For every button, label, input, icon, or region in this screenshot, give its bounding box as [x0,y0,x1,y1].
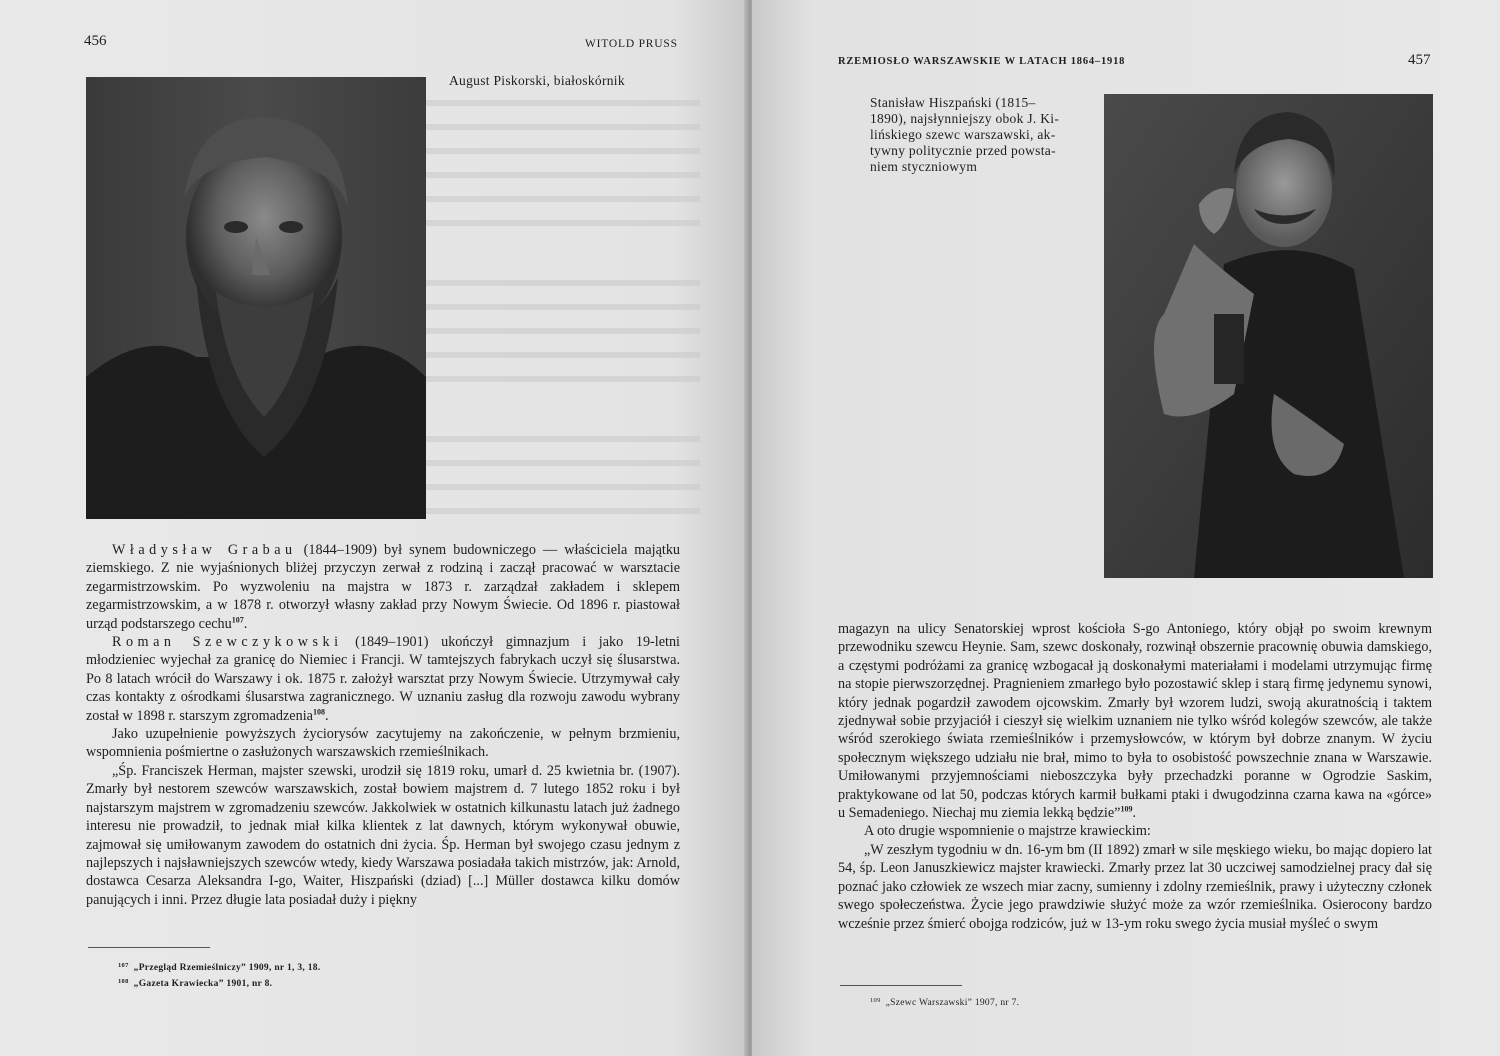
footnote-mark: 108 [118,978,129,985]
portrait-photo-piskorski [86,77,426,519]
paragraph-grabau [86,541,680,633]
footnote-text: „Szewc Warszawski” 1907, nr 7. [885,998,1020,1008]
paragraph-herman: „Śp. Franciszek Herman, majster szewski, urodził się 1819 roku, umarł d. 25 kwietnia br. (1907). Zmarły był nestorem szewców warszawskich, został bowiem majstrem d. 7 lutego 1852 roku i był najstarszym majstrem w zgromadzeniu szewców. Jakkolwiek w ostatnich kilkunastu latach już żadnego interesu nie prowadził, to jednak miał kilka klientek z lat dawnych, którym wykonywał obuwie, zajmował się umiłowanym zawodem do ostatnich dni życia. Śp. Herman był swojego czasu jednym z najlepszych i najsławniejszych szewców wtedy, kiedy Warszawa posiadała takich mistrzów, jak: Arnold, dostawca Cesarza Aleksandra I-go, Waiter, Hiszpański (dziad) [...] Müller dostawca kilku domów panujących i inni. Przez długie lata posiadał duży i piękny [86,762,680,908]
footnote-mark: 107 [118,962,129,969]
footnotes-left [118,959,321,991]
right-page [752,0,1500,1056]
caption-line: tywny politycznie przed powsta- [870,143,1056,158]
footnote-rule-left [88,947,210,948]
footnote-107 [118,959,321,975]
name-grabau: Władysław Grabau [112,542,297,558]
footnote-ref: 108 [312,706,325,716]
footnote-text: „Gazeta Krawiecka” 1901, nr 8. [133,979,273,989]
paragraph-end: . [243,615,248,632]
paragraph-text: (1844–1909) był synem budowniczego — właściciela majątku ziemskiego. Z nie wyjaśnionych bliżej przyczyn zerwał z rodziną i zaczął pracować w warsztacie zegarmistrzowskim. Po wyzwoleniu na majstra w 1873 r. zarządzał zakładem i sklepem zegarmistrzowskim, a w 1878 r. otworzył własny zakład przy Nowym Świecie. Od 1896 r. piastował urząd podstarszego cechu [86,542,681,632]
footnote-ref: 107 [231,614,244,624]
paragraph-herman-continued [838,620,1432,822]
paragraph-januszkiewicz: „W zeszłym tygodniu w dn. 16-ym bm (II 1892) zmarł w sile męskiego wieku, bo mając dopiero lat 54, śp. Leon Januszkiewicz majster krawiecki. Zmarły przez lat 30 uczciwej samodzielnej pracy dał się poznać jako człowiek ze wszech miar zacny, sumienny i zdolny rzemieślnik, prawy i użyteczny członek swego społeczeństwa. Życie jego prawdziwie służyć może za wzór rzemieślnika. Osierocony bardzo wcześnie przez śmierć obojga rodziców, już w 13-ym roku swego życia musiał myśleć o swym [838,841,1432,932]
caption-line: 1890), najsłynniejszy obok J. Ki- [870,111,1060,126]
portrait-image [1104,94,1433,578]
show-through-lines [380,40,740,540]
caption-line: Stanisław Hiszpański (1815– [870,95,1036,110]
footnote-108 [118,975,321,991]
photo-caption-hiszpanski [870,95,1090,175]
paragraph-text: magazyn na ulicy Senatorskiej wprost kościoła S-go Antoniego, który objął po swoim krewnym przewodniku szewcu Heynie. Sam, szewc doskonały, rozwinął obszernie pracownię obuwia damskiego, a częstymi podróżami za granicę wzbogacał ją doskonałymi materiałami i modelami utrzymując firmę na stopie pierwszorzędnej. Pragnieniem zmarłego było pozostawić sklep i starą firmę jedynemu synowi, który jednak pogardził zawodem ojcowskim. Zmarły był wzorem ludzi, swoją akuratnością i taktem zjednywał sobie przyjaciół i cieszył się wielkim uznaniem nie tylko wśród kolegów szewców, ale także wśród szerokiego świata rzemieślników i przemysłowców, w którym był dobrze znanym. W życiu społecznym większego udziału nie brał, mimo to była to osobistość powszechnie znana w Warszawie. Umiłowanymi przyjemnościami nieboszczyka były przechadzki poranne w Ogrodzie Saskim, praktykowane od lat 50, podczas których karmił bułkami ptaki i dwugodzinna czarna kawa na «górce» u Semadeniego. Niechaj mu ziemia lekką będzie” [838,621,1432,822]
footnote-text: „Przegląd Rzemieślniczy” 1909, nr 1, 3, 18. [133,963,321,973]
footnotes-right [870,994,1019,1010]
footnote-mark: 109 [870,997,881,1004]
name-szewczykowski: Roman Szewczykowski [112,634,343,651]
paragraph-text: (1849–1901) ukończył gimnazjum i jako 19-letni młodzieniec wyjechał za granicę do Niemiec i Francji. W tamtejszych fabrykach uczył się ślusarstwa. Po 8 latach wrócił do Warszawy i ok. 1875 r. założył warsztat przy Nowym Świecie. Utrzymywał cały czas kontakty z ośrodkami ślusarstwa zagranicznego. W uznaniu zasług dla rozwoju zawodu wybrany został w 1898 r. starszym zgromadzenia [86,634,680,724]
running-head-left: WITOLD PRUSS [585,38,678,50]
portrait-image [86,77,426,519]
caption-line: niem styczniowym [870,159,978,174]
paragraph-end: . [1132,805,1136,822]
paragraph-end: . [324,707,329,724]
left-page [0,0,748,1056]
paragraph-intro: Jako uzupełnienie powyższych życiorysów zacytujemy na zakończenie, w pełnym brzmieniu, wspomnienia pośmiertne o zasłużonych warszawskich rzemieślnikach. [86,726,680,761]
page-number-left: 456 [84,33,107,49]
paragraph-szewczykowski [86,633,680,725]
photo-caption-piskorski: August Piskorski, białoskórnik [449,73,625,88]
show-through-text [380,40,740,540]
left-body-text [86,541,680,909]
caption-line: lińskiego szewc warszawski, ak- [870,127,1056,142]
page-number-right: 457 [1408,52,1431,68]
portrait-photo-hiszpanski [1104,94,1433,578]
paragraph-second-memory: A oto drugie wspomnienie o majstrze krawieckim: [864,823,1151,840]
footnote-rule-right [840,985,962,986]
footnote-ref: 109 [1120,804,1133,814]
footnote-109 [870,994,1019,1010]
right-body-text [838,620,1432,933]
running-head-right: RZEMIOSŁO WARSZAWSKIE W LATACH 1864–1918 [838,56,1126,67]
